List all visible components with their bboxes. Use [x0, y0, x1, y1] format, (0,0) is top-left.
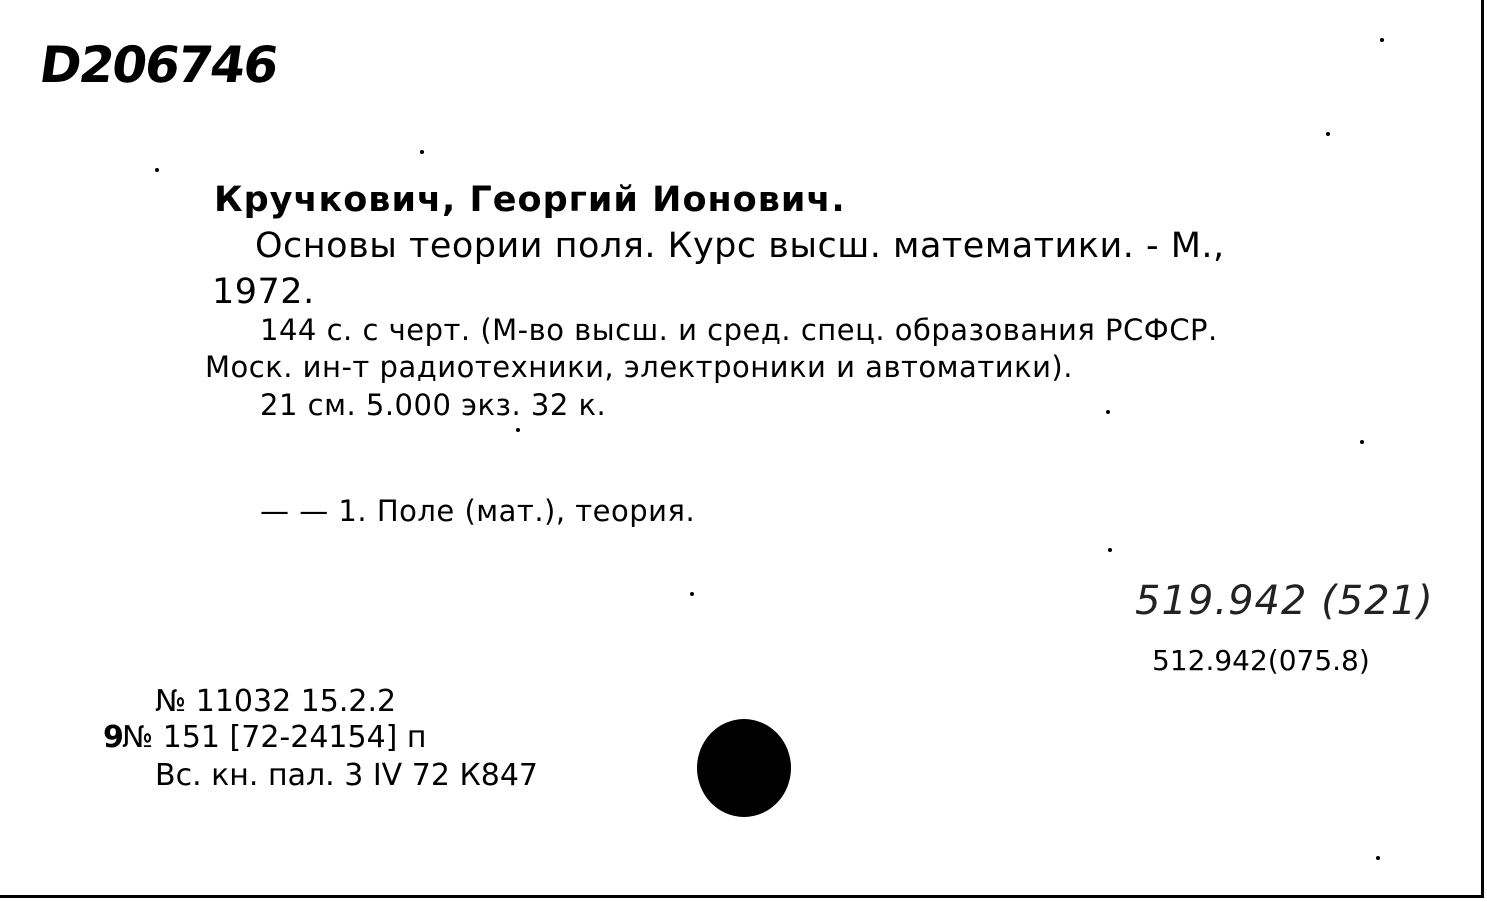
footer-line-1: № 11032 15.2.2	[155, 684, 397, 719]
speck	[420, 150, 424, 154]
title-line-2: 1972.	[212, 272, 315, 312]
description-line-1: 144 с. с черт. (М-во высш. и сред. спец. образования РСФСР.	[260, 313, 1218, 347]
speck	[155, 168, 159, 172]
classification-code: 512.942(075.8)	[1152, 644, 1370, 677]
speck	[1360, 440, 1364, 444]
punch-hole	[697, 719, 791, 817]
speck	[1376, 856, 1380, 860]
speck	[1380, 38, 1384, 42]
speck	[690, 592, 694, 596]
subject-heading: — — 1. Поле (мат.), теория.	[260, 494, 696, 528]
accession-number: D206746	[35, 36, 281, 94]
title-line-1: Основы теории поля. Курс высш. математики. - М.,	[255, 226, 1225, 266]
handwritten-classification: 519.942 (521)	[1135, 578, 1434, 624]
speck	[1106, 410, 1110, 414]
description-line-3: 21 см. 5.000 экз. 32 к.	[260, 388, 607, 422]
speck	[516, 428, 520, 432]
author-heading: Кручкович, Георгий Ионович.	[214, 180, 846, 220]
footer-line-2: № 151 [72-24154] п	[122, 720, 427, 755]
footer-line-3: Вс. кн. пал. 3 IV 72 К847	[155, 758, 538, 793]
speck	[1108, 548, 1112, 552]
footer-prefix: 9	[103, 720, 124, 755]
speck	[1326, 132, 1330, 136]
description-line-2: Моск. ин-т радиотехники, электроники и автоматики).	[205, 350, 1073, 384]
